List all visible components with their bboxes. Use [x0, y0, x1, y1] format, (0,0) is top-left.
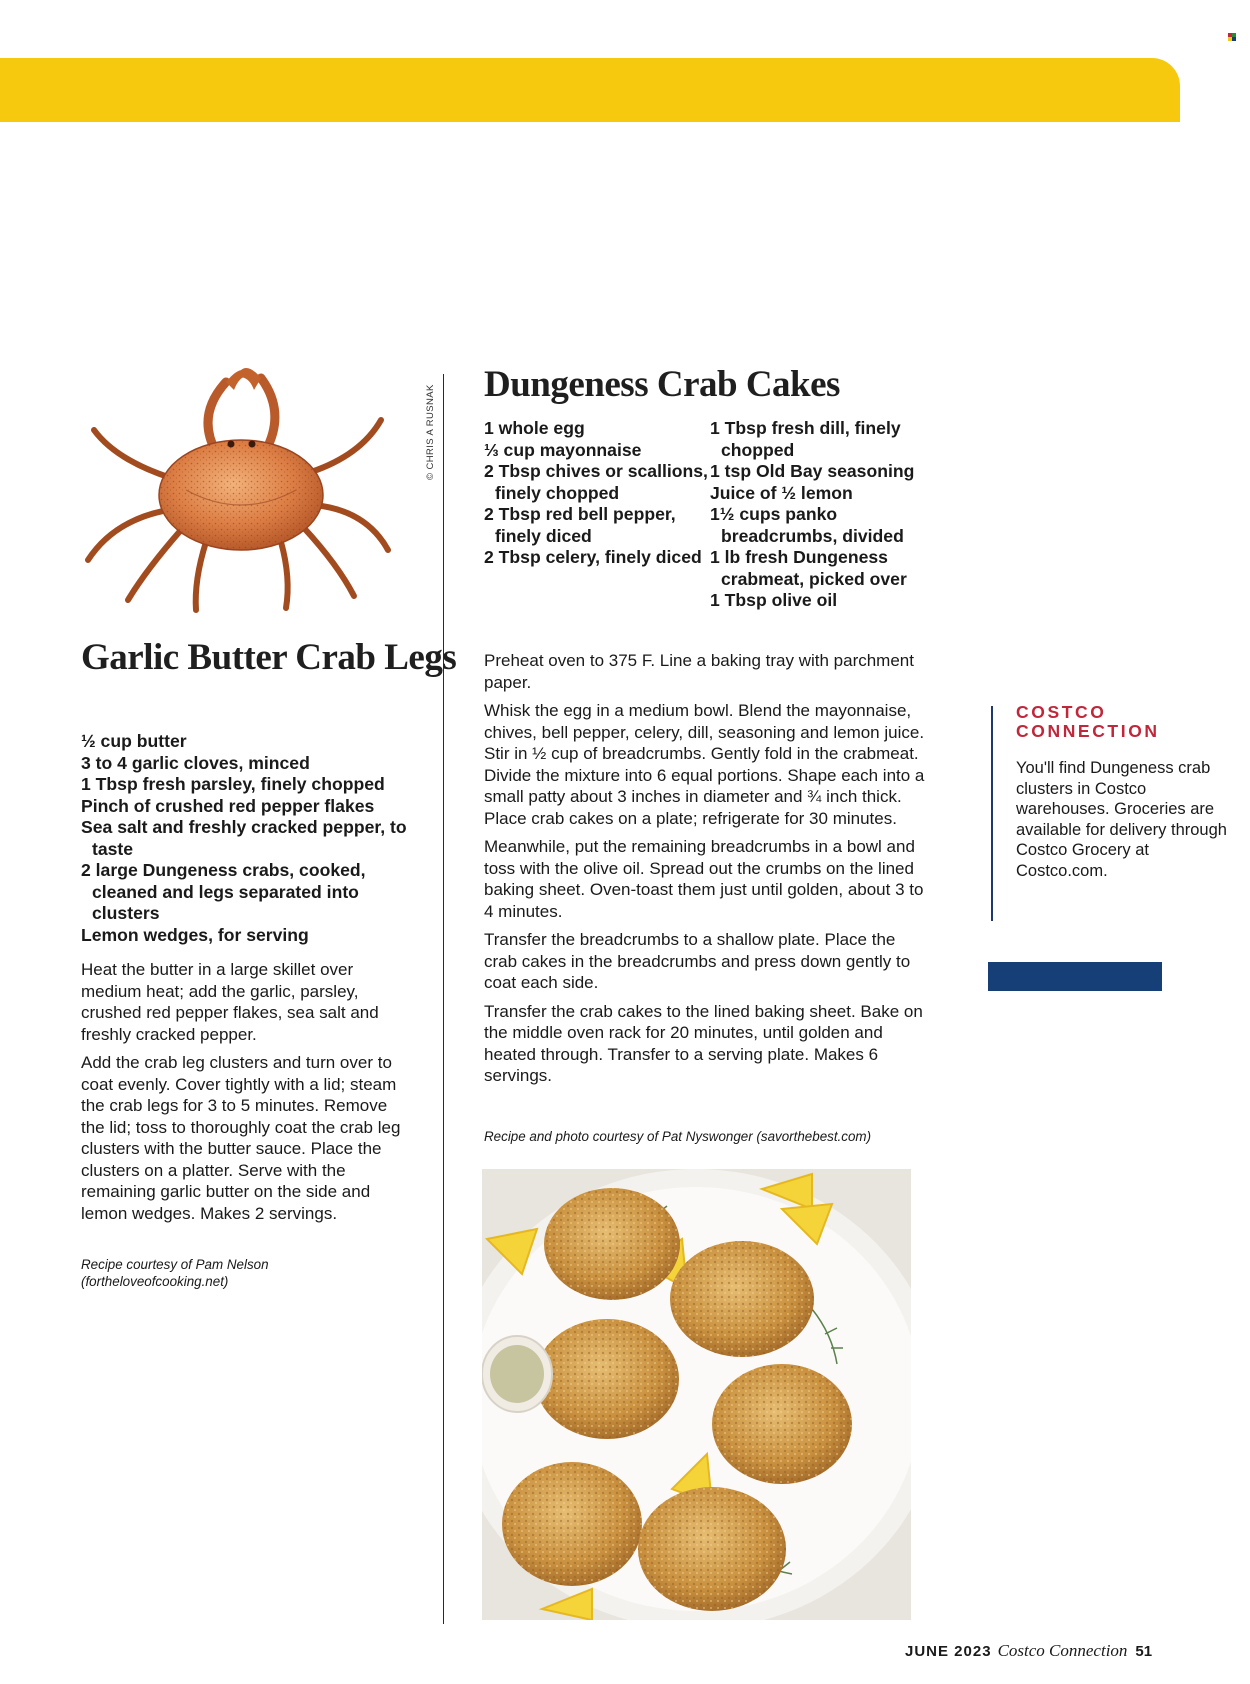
ingredient-item: Pinch of crushed red pepper flakes: [81, 795, 375, 816]
header-color-band: [0, 58, 1180, 122]
crab-cakes-title: Dungeness Crab Cakes: [484, 364, 840, 405]
footer-month: JUNE 2023: [905, 1643, 992, 1660]
instruction-step: Whisk the egg in a medium bowl. Blend the mayonnaise, chives, bell pepper, celery, dill, seasoning and lemon juice. Stir in ½ cup of breadcrumbs. Gently fold in the crabmeat. Divide the mixture into 6 equal portions. Shape each into a small patty about 3 inches in diameter and ¾ inch thick. Place crab cakes on a plate; refrigerate for 30 minutes.: [484, 701, 925, 828]
instruction-step: Preheat oven to 375 F. Line a baking tray with parchment paper.: [484, 651, 914, 692]
instruction-step: Heat the butter in a large skillet over medium heat; add the garlic, parsley, crushed red pepper flakes, sea salt and freshly cracked pepper.: [81, 960, 379, 1044]
sidebar-heading: COSTCO CONNECTION: [1016, 702, 1160, 741]
instruction-step: Transfer the crab cakes to the lined baking sheet. Bake on the middle oven rack for 20 minutes, until golden and heated through. Transfer to a serving plate. Makes 6 servings.: [484, 1001, 923, 1085]
ingredient-item: 1 Tbsp fresh parsley, finely chopped: [81, 774, 385, 794]
credit-line: Recipe courtesy of Pam Nelson: [81, 1257, 269, 1272]
ingredient-item: ½ cup butter: [81, 731, 187, 751]
ingredient-item: 2 Tbsp chives or scallions, finely chopped: [484, 461, 708, 503]
ingredient-item: 2 Tbsp celery, finely diced: [484, 547, 702, 567]
credit-line: (fortheloveofcooking.net): [81, 1274, 229, 1289]
ingredient-item: ⅓ cup mayonnaise: [484, 439, 642, 460]
crab-cakes-ingredients-col2: [710, 418, 935, 612]
instruction-step: Transfer the breadcrumbs to a shallow plate. Place the crab cakes in the breadcrumbs and press down gently to coat each side.: [484, 930, 911, 992]
ingredient-item: 2 Tbsp red bell pepper, finely diced: [484, 504, 676, 546]
sidebar-text: You'll find Dungeness crab clusters in Costco warehouses. Groceries are available for delivery through Costco Grocery at Costco.com.: [1016, 759, 1227, 880]
page-footer: [905, 1641, 1185, 1661]
crab-legs-steps: [81, 959, 411, 1231]
ingredient-item: Juice of ½ lemon: [710, 482, 853, 503]
column-divider: [443, 374, 444, 1624]
ingredient-item: 1 whole egg: [484, 418, 585, 438]
corner-mark-icon: [1228, 33, 1237, 41]
instruction-step: Meanwhile, put the remaining breadcrumbs in a bowl and toss with the olive oil. Spread out the crumbs on the lined baking sheet. Oven-toast them just until golden, about 3 to 4 minutes.: [484, 837, 924, 921]
photo-credit: © CHRIS A RUSNAK: [425, 384, 436, 480]
crab-legs-credit: [81, 1256, 381, 1290]
ingredient-item: 3 to 4 garlic cloves, minced: [81, 752, 310, 773]
crab-cakes-ingredients-col1: [484, 418, 709, 569]
page-number: 51: [1135, 1643, 1153, 1660]
ingredient-item: 1½ cups panko breadcrumbs, divided: [710, 504, 904, 546]
footer-magazine: Costco Connection: [997, 1641, 1128, 1660]
sidebar-rule: [991, 706, 993, 921]
ingredient-item: Lemon wedges, for serving: [81, 924, 309, 945]
crab-cakes-steps: [484, 650, 932, 1094]
ingredient-item: 2 large Dungeness crabs, cooked, cleaned and legs separated into clusters: [81, 860, 366, 923]
ingredient-item: Sea salt and freshly cracked pepper, to taste: [81, 817, 407, 859]
ingredient-item: 1 Tbsp fresh dill, finely chopped: [710, 418, 901, 460]
ingredient-item: 1 lb fresh Dungeness crabmeat, picked over: [710, 547, 907, 589]
crab-cakes-credit: Recipe and photo courtesy of Pat Nyswonger (savorthebest.com): [484, 1129, 872, 1144]
ingredient-item: 1 tsp Old Bay seasoning: [710, 461, 915, 481]
crab-legs-ingredients: [81, 731, 411, 946]
crab-legs-title: Garlic Butter Crab Legs: [81, 637, 457, 678]
instruction-step: Add the crab leg clusters and turn over to coat evenly. Cover tightly with a lid; steam the crab legs for 3 to 5 minutes. Remove the lid; toss to thoroughly coat the crab leg clusters with the butter sauce. Place the clusters on a platter. Serve with the remaining garlic butter on the side and lemon wedges. Makes 2 servings.: [81, 1053, 401, 1223]
ingredient-item: 1 Tbsp olive oil: [710, 590, 838, 610]
crab-illustration: [76, 360, 396, 615]
crab-cakes-photo: [482, 1169, 911, 1620]
sidebar-color-bar: [988, 962, 1162, 991]
